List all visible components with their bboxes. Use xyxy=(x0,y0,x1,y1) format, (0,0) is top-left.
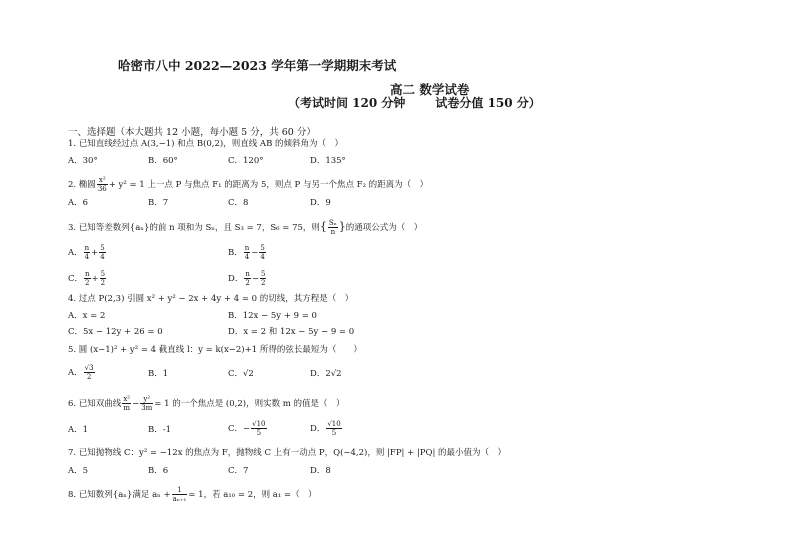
question-6-option-a: A．1 xyxy=(68,425,89,435)
question-1-option-b: B．60° xyxy=(148,156,178,166)
fraction: $\frac{\text{x²}}{36}$ xyxy=(97,176,107,193)
question-3-option-a: A． $\frac{n}{4}$ + $\frac{5}{4}$ xyxy=(68,244,105,261)
question-4-option-c: C．5x − 12y + 26 = 0 xyxy=(68,327,163,337)
question-2-option-d: D．9 xyxy=(310,198,331,208)
question-1-option-c: C．120° xyxy=(228,156,264,166)
question-7-option-b: B．6 xyxy=(148,466,169,476)
question-5-option-a: A． $\frac{√3}{2}$ xyxy=(68,364,94,381)
question-1-option-a: A．30° xyxy=(68,156,98,166)
question-2-option-b: B．7 xyxy=(148,198,169,208)
question-5-option-d: D．2√2 xyxy=(310,369,342,379)
question-6-stem: 6. 已知双曲线 $\frac{\text{x²}}{m}$ − $\frac{\text{y²}}{3m}$ = 1 的一个焦点是 (0,2)，则实数 m 的值是（ ） xyxy=(68,395,345,412)
question-5-stem: 5. 圆 (x−1)² + y² = 4 截直线 l：y = k(x−2)+1 所得的弦长最短为（ ） xyxy=(68,345,362,355)
question-3-option-d: D． $\frac{n}{2}$ − $\frac{5}{2}$ xyxy=(228,270,266,287)
question-7-option-a: A．5 xyxy=(68,466,89,476)
exam-title: 哈密市八中 2022—2023 学年第一学期期末考试 xyxy=(118,58,397,73)
question-3-stem: 3. 已知等差数列{aₙ}的前 n 项和为 Sₙ，且 S₃ = 7，S₆ = 75，则{ $\frac{\text{Sₙ}}{n}$ }的通项公式为（ ） xyxy=(68,219,423,236)
question-7-stem: 7. 已知抛物线 C：y² = −12x 的焦点为 F，抛物线 C 上有一动点 P，Q(−4,2)，则 |FP| + |PQ| 的最小值为（ ） xyxy=(68,448,507,458)
question-4-stem: 4. 过点 P(2,3) 引圆 x² + y² − 2x + 4y + 4 = 0 的切线，其方程是（ ） xyxy=(68,294,354,304)
question-3-option-b: B． $\frac{n}{4}$ − $\frac{5}{4}$ xyxy=(228,244,265,261)
question-4-option-b: B．12x − 5y + 9 = 0 xyxy=(228,311,317,321)
question-4-option-a: A．x = 2 xyxy=(68,311,106,321)
section-heading: 一、选择题（本大题共 12 小题，每小题 5 分，共 60 分） xyxy=(68,127,316,138)
question-6-option-b: B．-1 xyxy=(148,425,172,435)
question-8-stem: 8. 已知数列{aₙ}满足 aₙ + $\frac{1}{\text{aₙ₊₁}}$ = 1，若 a₁₀ = 2，则 a₁ =（ ） xyxy=(68,486,317,503)
exam-total-score: 试卷分值 150 分） xyxy=(435,96,541,110)
exam-time-info xyxy=(288,94,541,111)
question-3-option-c: C． $\frac{n}{2}$ + $\frac{5}{2}$ xyxy=(68,270,106,287)
question-7-option-d: D．8 xyxy=(310,466,331,476)
question-4-option-d: D．x = 2 和 12x − 5y − 9 = 0 xyxy=(228,327,355,337)
question-1-stem: 1. 已知直线经过点 A(3,−1) 和点 B(0,2)，则直线 AB 的倾斜角为（ ） xyxy=(68,139,344,149)
fraction: $\frac{\text{Sₙ}}{n}$ xyxy=(328,219,337,236)
question-6-option-c: C．− $\frac{√10}{5}$ xyxy=(228,420,266,437)
question-5-option-b: B．1 xyxy=(148,369,169,379)
exam-subtitle: 高二 数学试卷 xyxy=(390,82,470,97)
question-7-option-c: C．7 xyxy=(228,466,249,476)
question-6-option-d: D． $\frac{√10}{5}$ xyxy=(310,420,341,437)
exam-duration: （考试时间 120 分钟 xyxy=(288,96,406,110)
question-1-option-d: D．135° xyxy=(310,156,346,166)
question-2-stem: 2. 椭圆 $\frac{\text{x²}}{36}$ + y² = 1 上一点 P 与焦点 F₁ 的距离为 5，则点 P 与另一个焦点 F₂ 的距离为（ ） xyxy=(68,176,429,193)
question-5-option-c: C．√2 xyxy=(228,369,254,379)
question-2-option-c: C．8 xyxy=(228,198,249,208)
question-2-option-a: A．6 xyxy=(68,198,89,208)
